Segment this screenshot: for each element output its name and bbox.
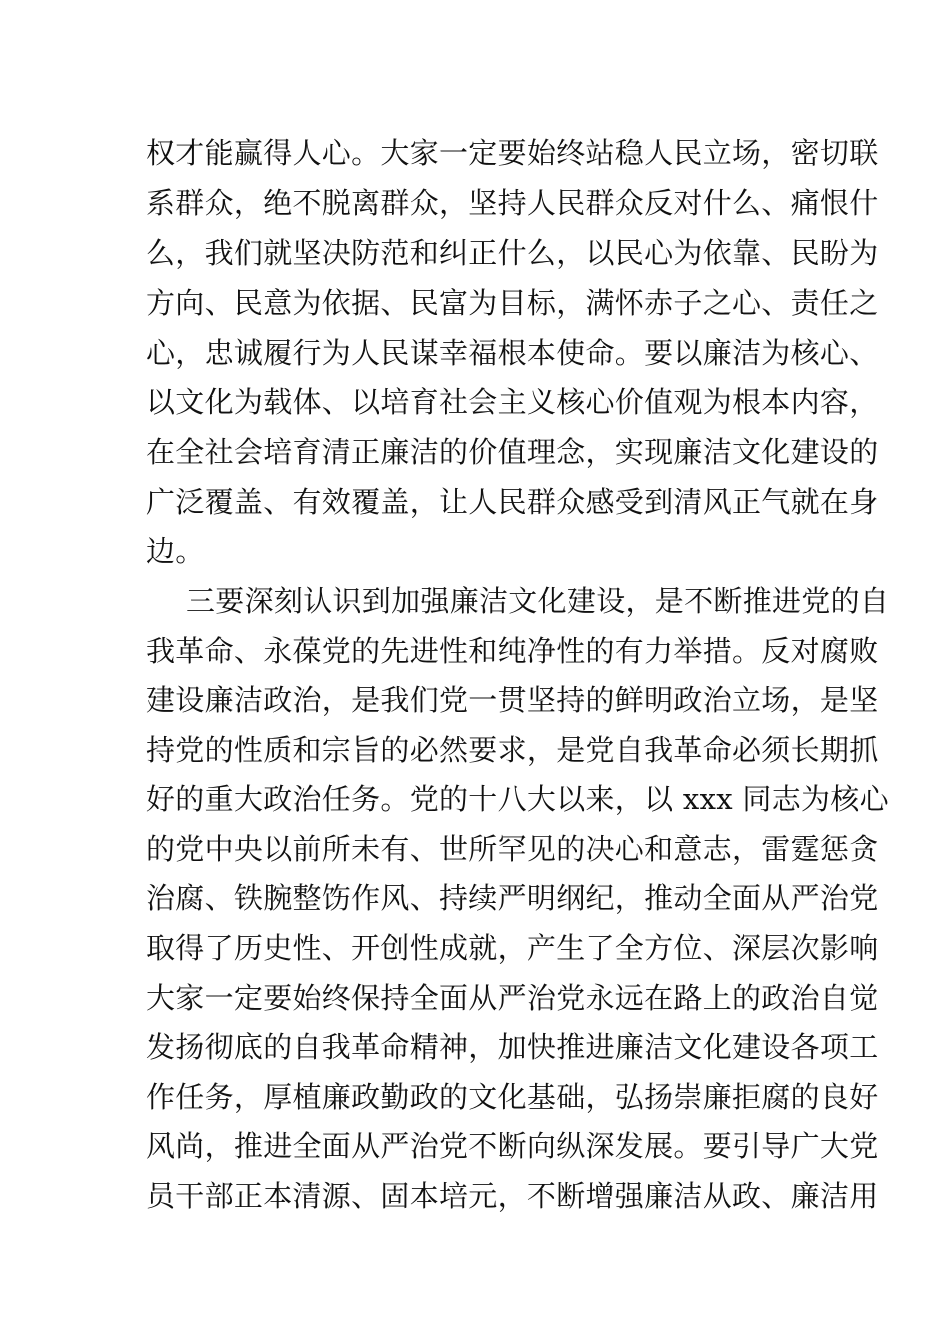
text-line: 心，忠诚履行为人民谋幸福根本使命。要以廉洁为核心、 — [146, 336, 879, 370]
text-line: 持党的性质和宗旨的必然要求，是党自我革命必须长期抓 — [146, 733, 879, 767]
text-line: 在全社会培育清正廉洁的价值理念，实现廉洁文化建设的 — [146, 435, 879, 469]
text-line: 以文化为载体、以培育社会主义核心价值观为根本内容， — [146, 385, 879, 419]
text-line: 好的重大政治任务。党的十八大以来，以 xxx 同志为核心 — [146, 782, 889, 816]
text-line: 建设廉洁政治，是我们党一贯坚持的鲜明政治立场，是坚 — [146, 683, 879, 717]
text-line: 么，我们就坚决防范和纠正什么，以民心为依靠、民盼为 — [146, 236, 879, 270]
text-line: 的党中央以前所未有、世所罕见的决心和意志，雷霆惩贪 — [146, 832, 879, 866]
text-line: 边。 — [146, 534, 205, 568]
text-line: 方向、民意为依据、民富为目标，满怀赤子之心、责任之 — [146, 286, 879, 320]
paragraph-first-line: 三要深刻认识到加强廉洁文化建设，是不断推进党的自 — [186, 584, 890, 618]
text-line: 系群众，绝不脱离群众，坚持人民群众反对什么、痛恨什 — [146, 186, 879, 220]
text-line: 风尚，推进全面从严治党不断向纵深发展。要引导广大党 — [146, 1129, 879, 1163]
text-line: 我革命、永葆党的先进性和纯净性的有力举措。反对腐败 — [146, 634, 879, 668]
text-line: 发扬彻底的自我革命精神，加快推进廉洁文化建设各项工 — [146, 1030, 879, 1064]
text-line: 取得了历史性、开创性成就，产生了全方位、深层次影响 — [146, 931, 879, 965]
text-line: 权才能赢得人心。大家一定要始终站稳人民立场，密切联 — [146, 136, 879, 170]
text-line: 治腐、铁腕整饬作风、持续严明纲纪，推动全面从严治党 — [146, 881, 879, 915]
text-line: 大家一定要始终保持全面从严治党永远在路上的政治自觉 — [146, 981, 879, 1015]
text-line: 员干部正本清源、固本培元，不断增强廉洁从政、廉洁用 — [146, 1179, 879, 1213]
text-line: 作任务，厚植廉政勤政的文化基础，弘扬崇廉拒腐的良好 — [146, 1080, 879, 1114]
text-line: 广泛覆盖、有效覆盖，让人民群众感受到清风正气就在身 — [146, 485, 879, 519]
